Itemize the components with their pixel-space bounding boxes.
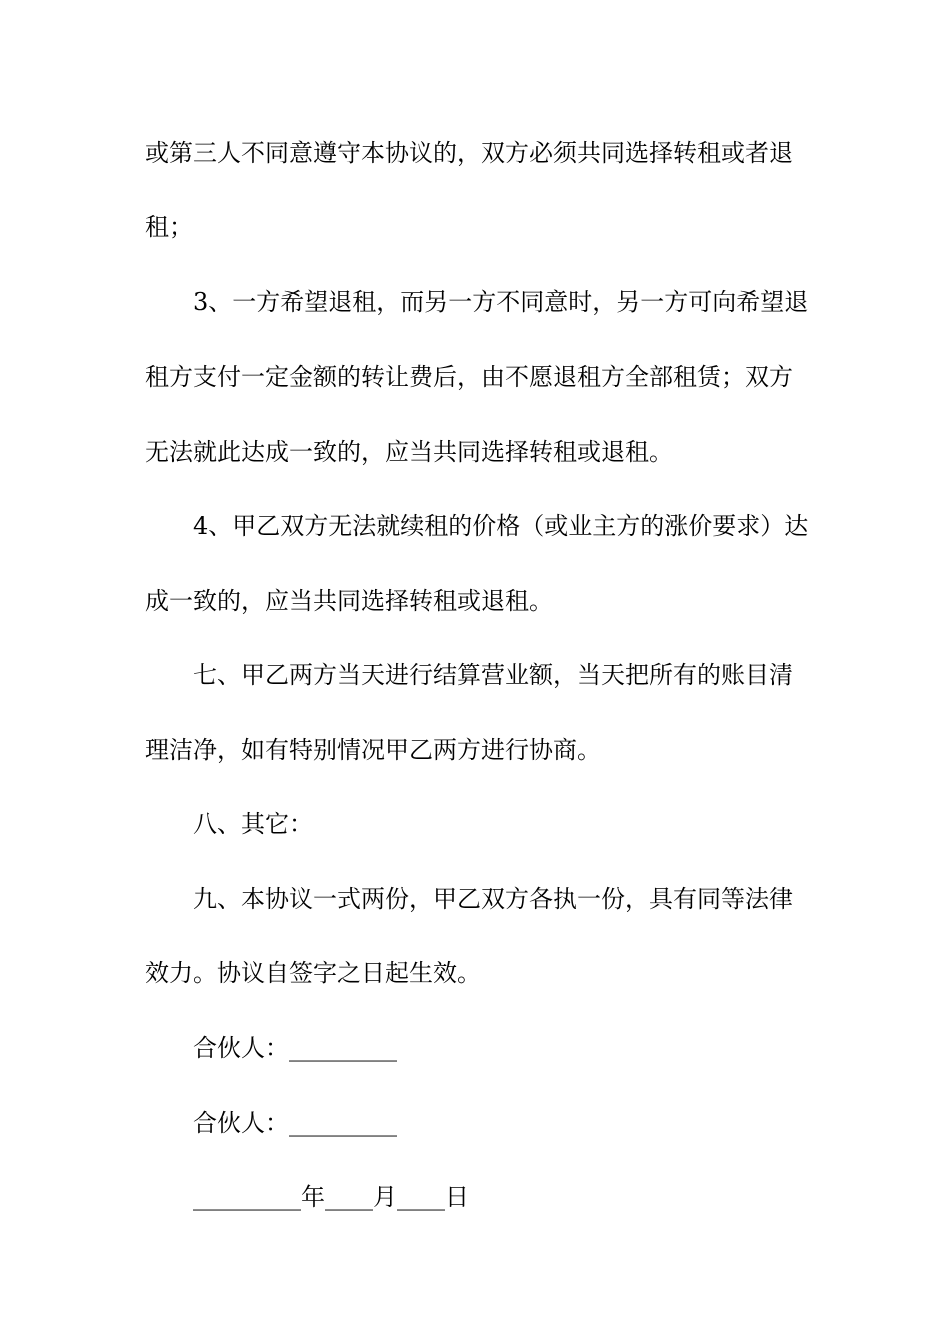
paragraph-line: 4、甲乙双方无法就续租的价格（或业主方的涨价要求）达	[193, 512, 809, 540]
paragraph-line: 八、其它：	[193, 810, 313, 838]
paragraph-line: 理洁净，如有特别情况甲乙两方进行协商。	[145, 736, 601, 764]
paragraph-line: 无法就此达成一致的，应当共同选择转租或退租。	[145, 438, 673, 466]
paragraph-line: 3、一方希望退租，而另一方不同意时，另一方可向希望退	[193, 288, 809, 316]
paragraph-line: 租；	[145, 213, 193, 241]
date-line: _________年____月____日	[193, 1183, 469, 1211]
paragraph-line: 效力。协议自签字之日起生效。	[145, 959, 481, 987]
paragraph-line: 或第三人不同意遵守本协议的，双方必须共同选择转租或者退	[145, 139, 793, 167]
paragraph-line: 七、甲乙两方当天进行结算营业额，当天把所有的账目清	[193, 661, 793, 689]
paragraph-line: 租方支付一定金额的转让费后，由不愿退租方全部租赁；双方	[145, 363, 793, 391]
paragraph-line: 成一致的，应当共同选择转租或退租。	[145, 587, 553, 615]
partner-signature-line: 合伙人：_________	[193, 1109, 397, 1137]
paragraph-line: 九、本协议一式两份，甲乙双方各执一份，具有同等法律	[193, 885, 793, 913]
partner-signature-line: 合伙人：_________	[193, 1034, 397, 1062]
